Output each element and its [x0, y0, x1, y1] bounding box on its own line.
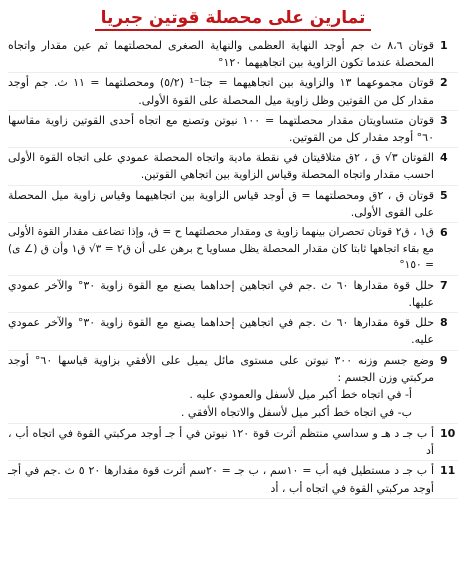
exercise-8: [8, 314, 458, 350]
exercise-text: أ ب جـ د مستطيل فيه أب = ١٠سم ، ب جـ = ٢٠سم أثرت قوة مقدارها ٢٠ ٥ ث .جم في أجـ أوجد مركبتي القوة في اتجاه أب ، أد: [8, 464, 435, 495]
exercise-9: [8, 352, 458, 424]
exercise-number: 11: [440, 464, 456, 478]
exercise-text: قوتان ق ، ٢ق ومحصلتهما = ق أوجد قياس الزاوية بين اتجاهيهما وقياس زاوية ميل المحصلة على القوى الأولى.: [8, 188, 434, 219]
exercise-number: 10: [440, 427, 456, 441]
exercise-list: [8, 37, 458, 499]
exercise-7: [8, 277, 458, 313]
exercise-3: [8, 112, 458, 148]
exercise-text: أ ب جـ د هـ و سداسي منتظم أثرت قوة ١٢٠ نيوتن في أ جـ أوجد مركبتي القوة في اتجاه أب ، أد: [8, 427, 435, 458]
exercise-number: 7: [440, 278, 448, 292]
exercise-9-sub-b: ب- في اتجاه خط أكبر ميل لأسفل والاتجاه الأفقي .: [180, 406, 412, 420]
exercise-6: [8, 224, 458, 276]
exercise-4: [8, 149, 458, 185]
exercise-text: حلل قوة مقدارها ٦٠ ث .جم في اتجاهين إحداهما يصنع مع القوة زاوية ٣٠° والآخر عمودي عليه.: [8, 316, 434, 347]
exercise-number: 3: [440, 113, 448, 127]
exercise-11: [8, 462, 458, 498]
page-title: تمارين على محصلة قوتين جبريا: [95, 8, 372, 31]
exercise-9-sub-a: أ- في اتجاه خط أكبر ميل لأسفل والعمودي عليه .: [189, 388, 412, 402]
exercise-9-stem: وضع جسم وزنه ٣٠٠ نيوتن على مستوى مائل يميل على الأفقي بزاوية قياسها ٦٠° أوجد مركبتي وزن الجسم :: [8, 353, 434, 384]
exercise-number: 9: [440, 353, 448, 367]
exercise-text: قوتان ٨،٦ ث جم أوجد النهاية العظمى والنهاية الصغرى لمحصلتهما ثم عين مقدار واتجاه المحصلة عندما تكون الزاوية بين اتجاهيهما ١٢٠°: [8, 39, 434, 70]
exercise-text: حلل قوة مقدارها ٦٠ ث .جم في اتجاهين إحداهما يصنع مع القوة زاوية ٣٠° والآخر عمودي عليها.: [8, 278, 434, 310]
exercise-number: 8: [440, 316, 448, 330]
exercise-text: قوتان مجموعهما ١٣ والزاوية بين اتجاهيهما = جتا⁻¹ (٥/٢) ومحصلتهما = ١١ ث. جم أوجد مقدار كل من القوتين وظل زاوية ميل المحصلة على القوة الأولى.: [8, 76, 435, 107]
exercise-text: [8, 352, 434, 422]
exercise-text: قوتان متساويتان مقدار محصلتهما = ١٠٠ نيوتن وتصنع مع اتجاه أحدى القوتين زاوية مقاسها ٦٠° أوجد مقدار كل من القوتين.: [8, 113, 434, 145]
exercise-number: 2: [440, 76, 448, 90]
title-wrap: [8, 8, 458, 31]
exercise-1: [8, 37, 458, 73]
exercise-text: القوتان ٣√ ق ، ٢ق متلاقيتان في نقطة مادية واتجاه المحصلة عمودي على اتجاه القوة الأولى احسب مقدار واتجاه المحصلة وقياس الزاوية بين اتجاهي القوتين.: [8, 151, 434, 182]
exercise-2: [8, 74, 458, 110]
exercise-10: [8, 425, 458, 461]
exercise-5: [8, 187, 458, 223]
exercise-number: 4: [440, 151, 448, 165]
exercise-number: 1: [440, 39, 448, 52]
exercise-number: 5: [440, 188, 448, 202]
exercise-text: ق١ ، ق٢ قوتان تحصران بينهما زاوية ى ومقدار محصلتهما ح = ق، وإذا تضاعف مقدار القوة الأولى مع بقاء اتجاهها ثابتا كان مقدار المحصلة يظل مساويا ح برهن على أن ق٢ = ٣√ ق١ وأن ق (∠ ى) = ١٥٠°: [8, 226, 434, 272]
exercise-number: 6: [440, 226, 448, 240]
